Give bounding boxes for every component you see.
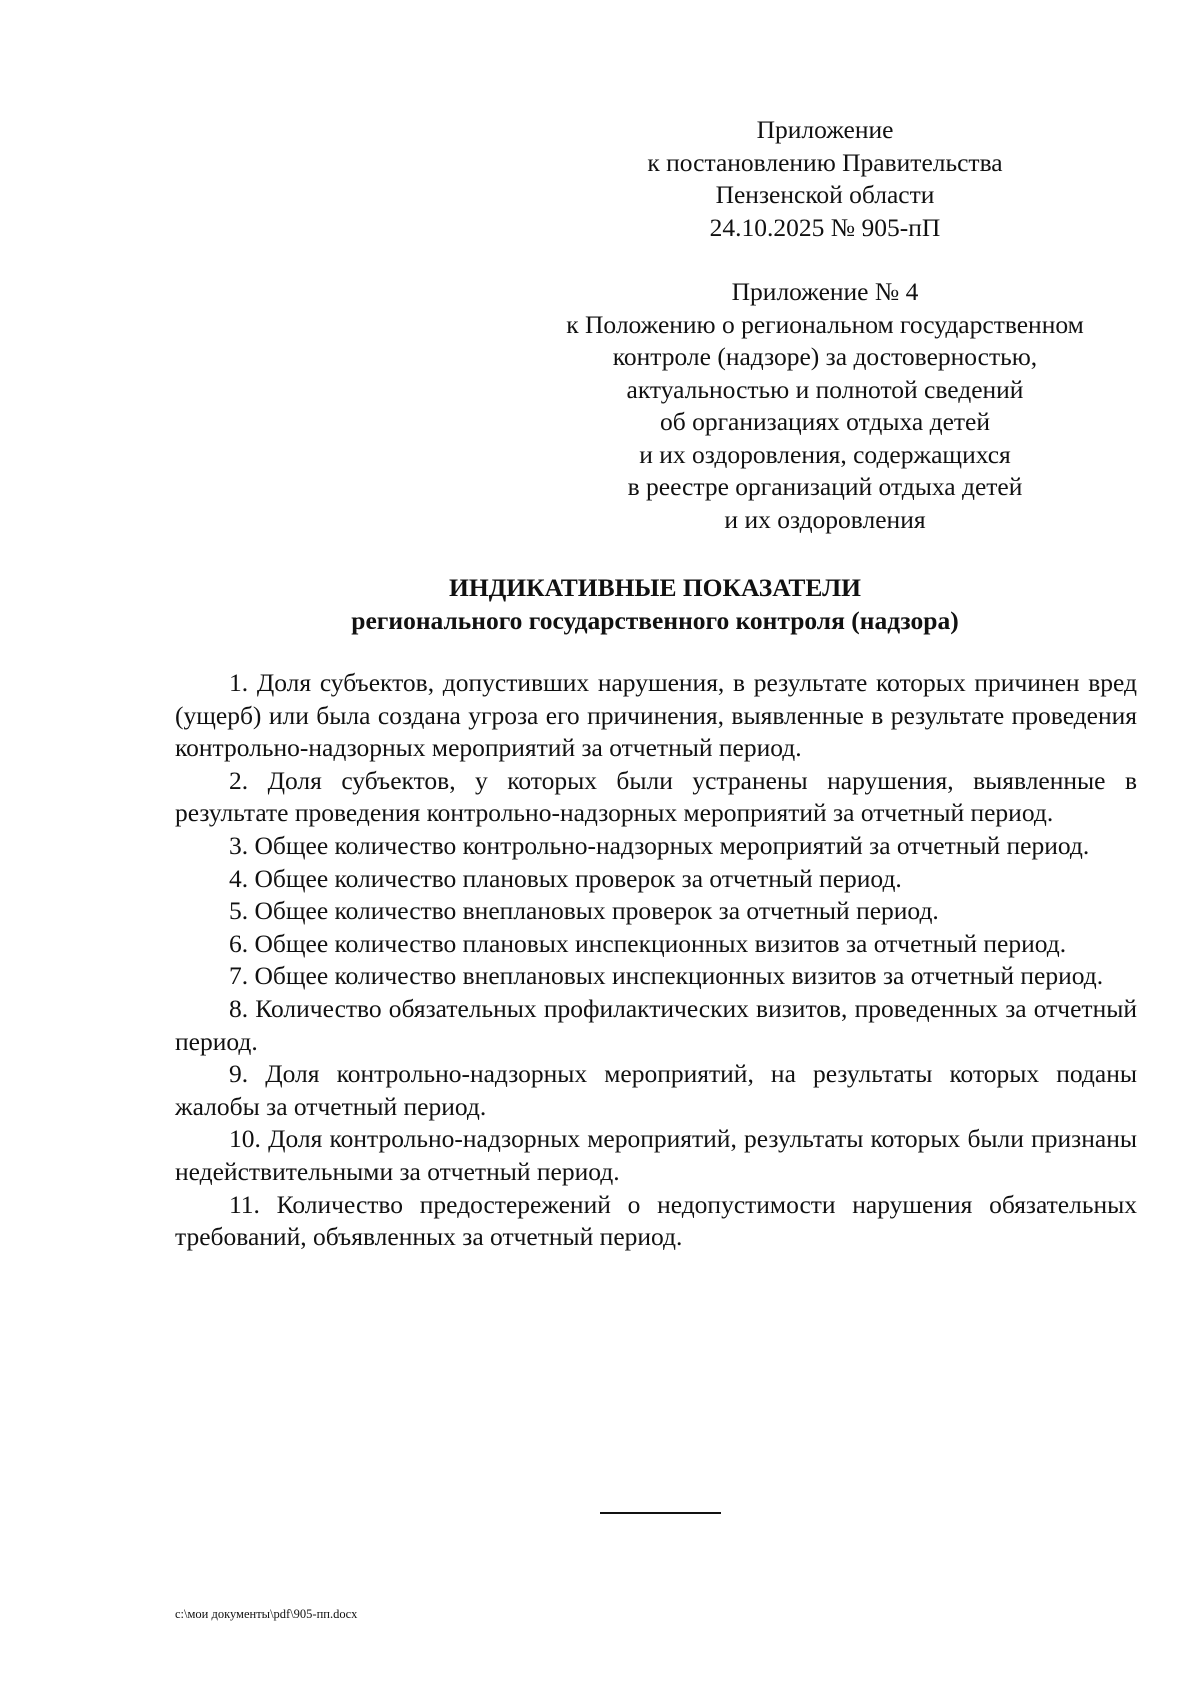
indicator-item: 7. Общее количество внеплановых инспекционных визитов за отчетный период. [229, 961, 1104, 991]
appendix-4-line: и их оздоровления [724, 504, 926, 534]
appendix-4-line: об организациях отдыха детей [659, 407, 991, 436]
appendix-line: Приложение [756, 115, 894, 144]
appendix-4-line: к Положению о региональном государственном [566, 309, 1084, 339]
appendix-4-line: в реестре организаций отдыха детей [627, 472, 1023, 501]
appendix-line: к постановлению Правительства [647, 147, 1003, 177]
end-divider [600, 1512, 721, 1514]
document-title [175, 572, 1135, 637]
indicator-item: 11. Количество предостережений о недопустимости нарушения обязательных требований, объявленных за отчетный период. [175, 1189, 1137, 1252]
indicator-item: 5. Общее количество внеплановых проверок за отчетный период. [229, 896, 939, 926]
appendix-line: Пензенской области [715, 180, 935, 209]
indicator-item: 6. Общее количество плановых инспекционных визитов за отчетный период. [229, 928, 1067, 958]
indicator-list [175, 667, 1137, 1254]
appendix-4-header [530, 276, 1120, 536]
appendix-header [530, 114, 1120, 244]
indicator-item: 3. Общее количество контрольно-надзорных мероприятий за отчетный период. [229, 830, 1090, 860]
indicator-item: 2. Доля субъектов, у которых были устранены нарушения, выявленные в результате проведения контрольно-надзорных мероприятий за отчетный период. [175, 765, 1137, 828]
indicator-item: 1. Доля субъектов, допустивших нарушения, в результате которых причинен вред (ущерб) или была создана угроза его причинения, выявленные в результате проведения контрольно-надзорных мероприятий за отчетный период. [175, 668, 1137, 763]
indicator-item: 10. Доля контрольно-надзорных мероприятий, результаты которых были признаны недействительными за отчетный период. [175, 1124, 1137, 1186]
appendix-4-line: и их оздоровления, содержащихся [639, 439, 1011, 469]
appendix-date-number: 24.10.2025 № 905-пП [709, 212, 941, 242]
appendix-4-line: контроле (надзоре) за достоверностью, [612, 342, 1038, 371]
indicator-item: 9. Доля контрольно-надзорных мероприятий, на результаты которых поданы жалобы за отчетный период. [175, 1059, 1137, 1121]
title-line-1: ИНДИКАТИВНЫЕ ПОКАЗАТЕЛИ [449, 573, 861, 602]
indicator-item: 8. Количество обязательных профилактических визитов, проведенных за отчетный период. [175, 993, 1137, 1056]
appendix-4-line: Приложение № 4 [731, 277, 919, 306]
file-path-footer: c:\мои документы\pdf\905-пп.docx [175, 1607, 358, 1621]
indicator-item: 4. Общее количество плановых проверок за отчетный период. [229, 863, 902, 893]
title-line-2: регионального государственного контроля (надзора) [351, 605, 959, 635]
appendix-4-line: актуальностью и полнотой сведений [626, 374, 1024, 404]
